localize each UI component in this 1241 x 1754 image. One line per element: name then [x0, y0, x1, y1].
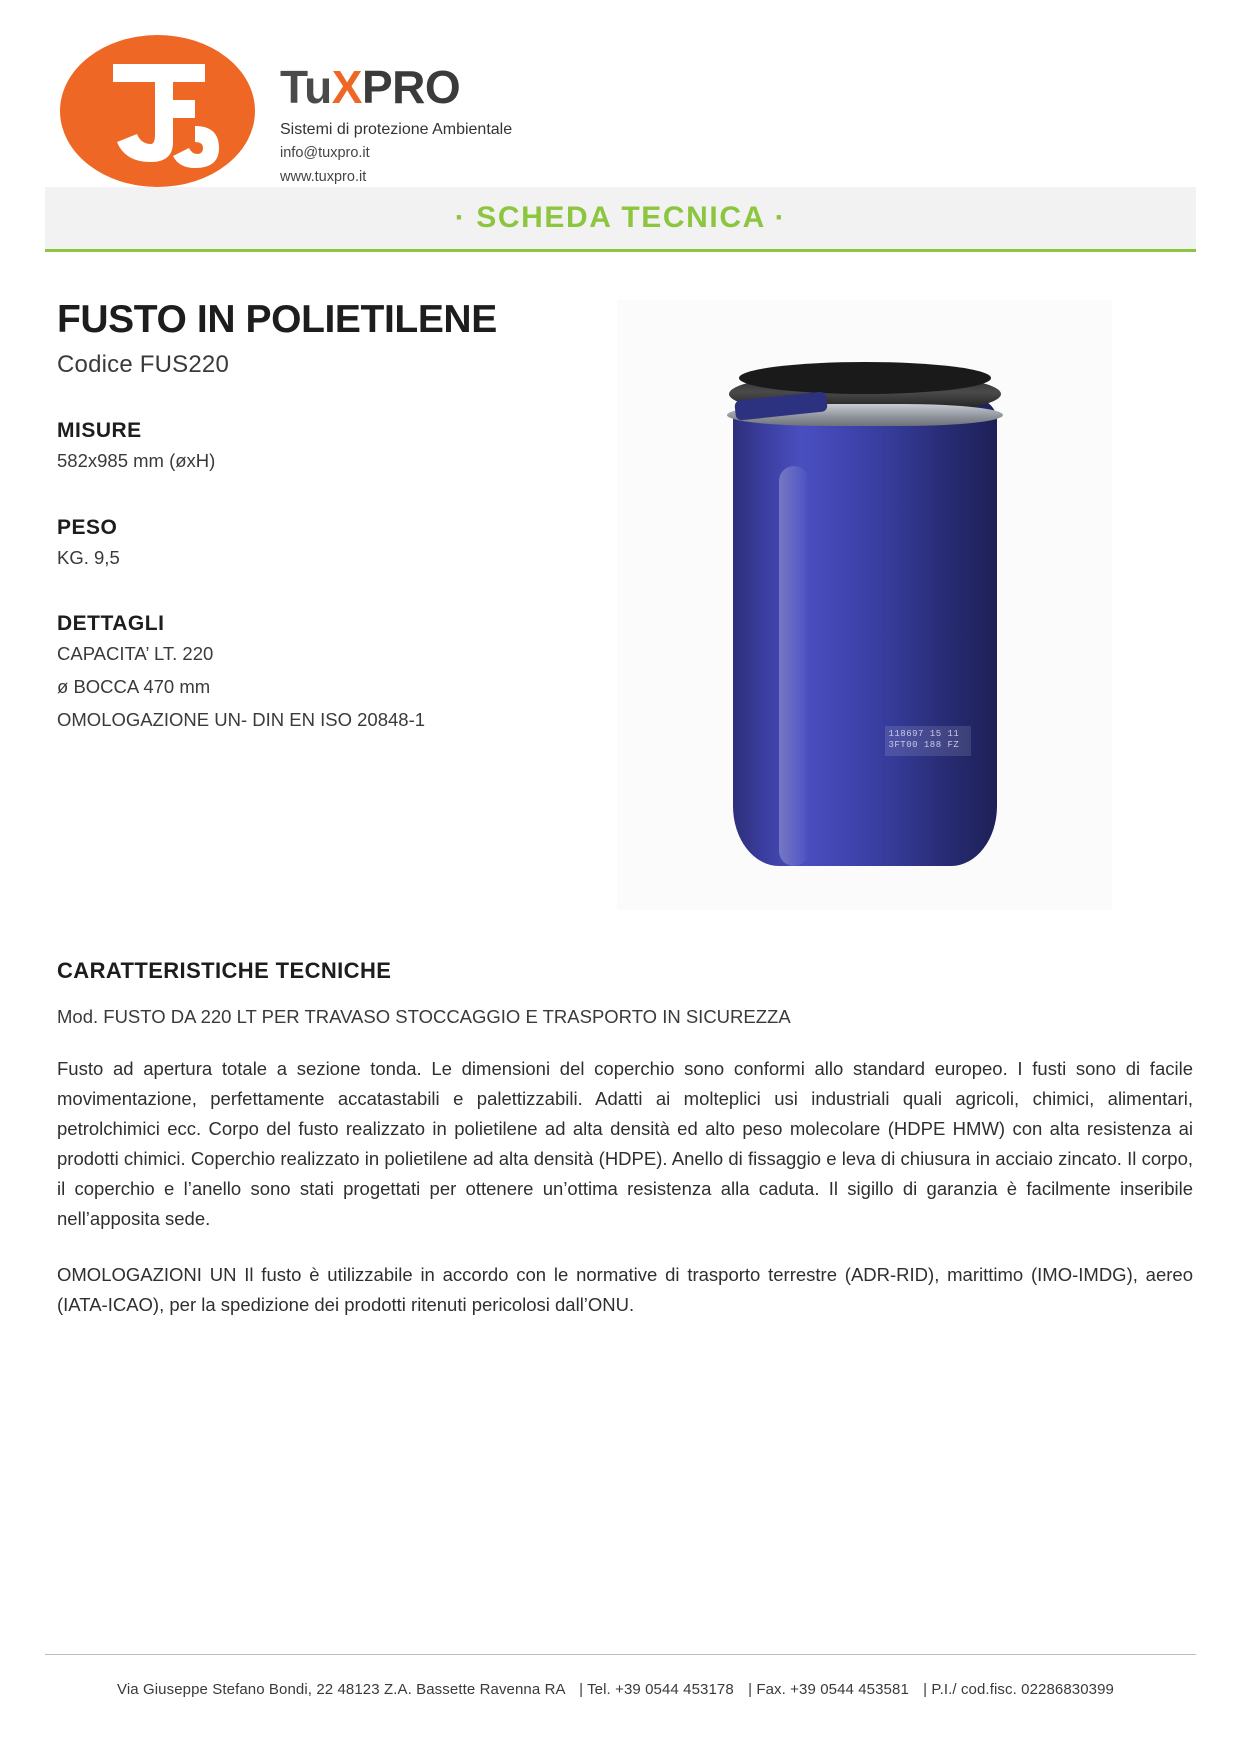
spec-value-omologazione: OMOLOGAZIONE UN- DIN EN ISO 20848-1: [57, 708, 426, 730]
brand-name-part2: PRO: [361, 61, 461, 113]
scheda-tecnica-band: [45, 187, 1196, 252]
spec-label-peso: PESO: [57, 515, 118, 539]
spec-group-misure: [57, 419, 605, 476]
drum-body: [733, 396, 997, 866]
brand-name: [280, 61, 512, 113]
spec-value-capacita: CAPACITA’ LT. 220: [57, 643, 214, 665]
brand-website[interactable]: www.tuxpro.it: [280, 168, 367, 185]
page-title: FUSTO IN POLIETILENE: [57, 298, 497, 341]
technical-model: Mod. FUSTO DA 220 LT PER TRAVASO STOCCAGGIO E TRASPORTO IN SICUREZZA: [57, 1006, 791, 1027]
footer-address: Via Giuseppe Stefano Bondi, 22 48123 Z.A. Bassette Ravenna RA: [117, 1681, 565, 1698]
brand-name-part1: Tu: [280, 61, 332, 113]
brand-name-x: X: [331, 61, 362, 113]
spec-label-misure: MISURE: [57, 418, 142, 442]
spec-group-peso: [57, 516, 605, 573]
product-section: [0, 252, 1241, 910]
footer-contact-line: [0, 1655, 1241, 1698]
drum-lid: [739, 362, 991, 394]
product-info: [45, 300, 605, 910]
drum-stamp-text: 118697 15 11 3FT00 188 FZ: [885, 726, 971, 756]
footer-vat: | P.I./ cod.fisc. 02286830399: [923, 1681, 1114, 1698]
spec-value-peso: KG. 9,5: [57, 546, 120, 568]
page-footer: [0, 1654, 1241, 1754]
product-image: [617, 300, 1112, 910]
technical-paragraph-2: OMOLOGAZIONI UN Il fusto è utilizzabile in accordo con le normative di trasporto terrestre (ADR-RID), marittimo (IMO-IMDG), aereo (IATA-ICAO), per la spedizione dei prodotti ritenuti pericolosi dall’ONU.: [57, 1263, 1193, 1315]
footer-fax: | Fax. +39 0544 453581: [748, 1681, 909, 1698]
brand-email[interactable]: info@tuxpro.it: [280, 145, 370, 162]
product-code: Codice FUS220: [57, 350, 230, 378]
spec-label-dettagli: DETTAGLI: [57, 612, 165, 636]
spec-group-dettagli: [57, 612, 605, 734]
technical-paragraph-1: Fusto ad apertura totale a sezione tonda. Le dimensioni del coperchio sono conformi allo standard europeo. I fusti sono di facile movimentazione, perfettamente accatastabili e palettizzabili. Adatti ai molteplici usi industriali quali agricoli, chimici, alimentari, petrolchimici ecc. Corpo del fusto realizzato in polietilene ad alta densità ed alto peso molecolare (HDPE HMW) con alta resistenza ai prodotti chimici. Coperchio realizzato in polietilene ad alta densità (HDPE). Anello di fissaggio e leva di chiusura in acciaio zincato. Il corpo, il coperchio e l’anello sono stati progettati per ottenere un’ottima resistenza alla caduta. Il sigillo di garanzia è facilmente inseribile nell’apposita sede.: [57, 1058, 1193, 1229]
spec-value-misure: 582x985 mm (øxH): [57, 449, 216, 471]
brand-tagline: Sistemi di protezione Ambientale: [280, 121, 513, 138]
band-title: · SCHEDA TECNICA ·: [454, 201, 787, 234]
logo-glyph-icon: [55, 30, 260, 190]
brand-block: [280, 30, 512, 189]
page-header: [0, 0, 1241, 185]
spec-value-bocca: ø BOCCA 470 mm: [57, 675, 211, 697]
technical-section: [0, 910, 1241, 1320]
footer-phone: | Tel. +39 0544 453178: [579, 1681, 734, 1698]
technical-heading: CARATTERISTICHE TECNICHE: [57, 958, 392, 983]
tuxpro-circle-logo-icon: [55, 30, 260, 190]
drum-illustration: [725, 348, 1005, 868]
drum-highlight: [779, 466, 809, 866]
